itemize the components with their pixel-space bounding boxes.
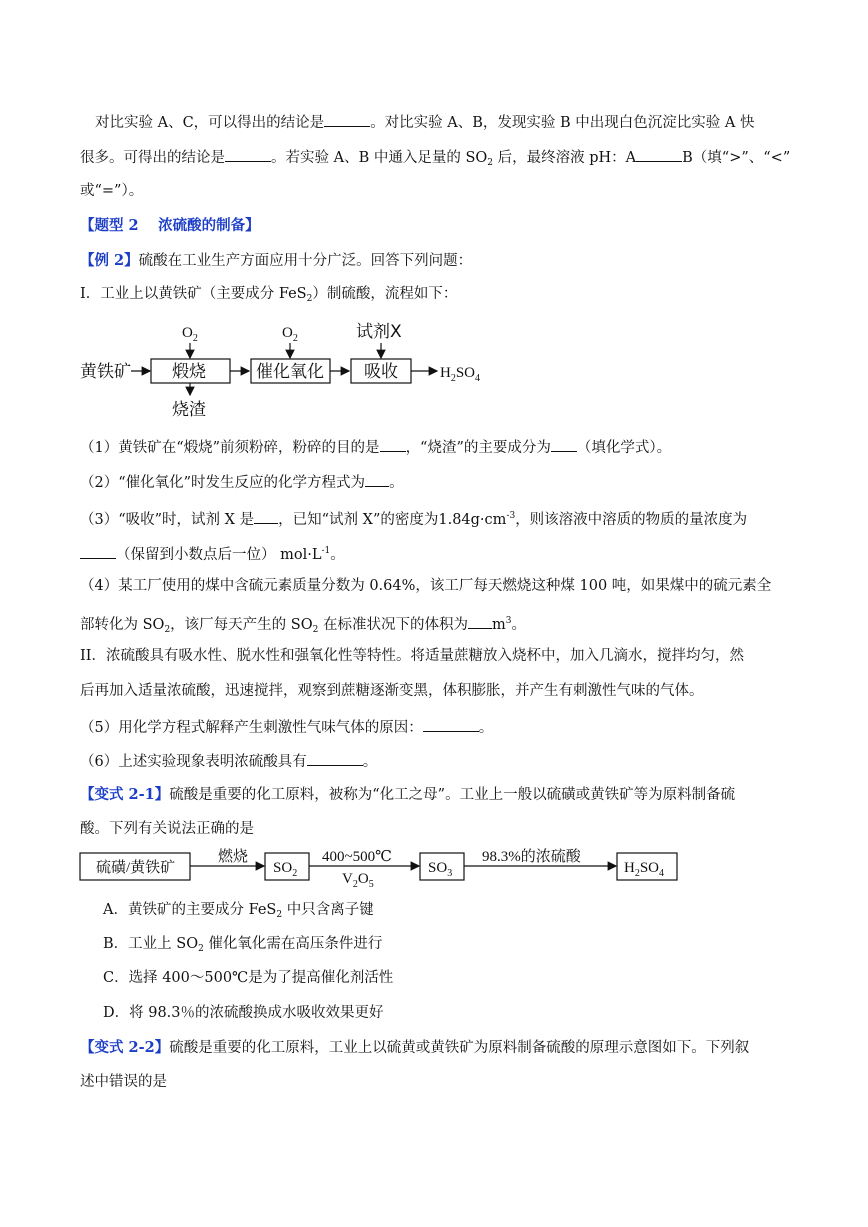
text: 中只含离子键: [282, 902, 374, 918]
question-4: （4）某工厂使用的煤中含硫元素质量分数为 0.64%，该工厂每天燃烧这种煤 100 吨，如果煤中的硫元素全: [80, 578, 772, 594]
question-4-cont: [80, 612, 526, 639]
text-line: [80, 285, 457, 308]
text: ，该厂每天产生的 SO: [170, 617, 313, 633]
text: 硫酸在工业生产方面应用十分广泛。回答下列问题：: [138, 253, 473, 269]
flow-diagram-1: [0, 315, 560, 425]
question-2: [80, 472, 404, 492]
superscript: -1: [321, 546, 331, 556]
answer-blank: [225, 147, 271, 162]
input-label: 黄铁矿: [80, 362, 131, 382]
subscript: 2: [487, 158, 494, 168]
reactant-label: $O_2$: [182, 325, 198, 344]
option-d: D．将 98.3％的浓硫酸换成水吸收效果更好: [103, 1005, 384, 1021]
text: 硫酸是重要的化工原料，工业上以硫黄或黄铁矿为原料制备硫酸的原理示意图如下。下列叙: [169, 1040, 750, 1056]
part-ii-line: 后再加入适量浓硫酸，迅速搅拌，观察到蔗糖逐渐变黑，体积膨胀，并产生有刺激性气味的气体。: [80, 683, 704, 699]
text: I．工业上以黄铁矿（主要成分 FeS: [80, 286, 307, 302]
box-label: $SO_2$: [273, 860, 298, 879]
text: 。对比实验 A、B，发现实验 B 中出现白色沉淀比实验 A 快: [370, 115, 755, 131]
text: 。若实验 A、B 中通入足量的 SO: [271, 150, 488, 166]
variant-tag: 【变式 2-2】: [80, 1039, 170, 1056]
subscript: 2: [306, 294, 313, 304]
unit: m: [491, 617, 506, 633]
reagent-label: 试剂X: [356, 322, 402, 342]
arrow-label-top: 400~500℃: [322, 849, 392, 865]
text: 硫酸是重要的化工原料，被称为“化工之母”。工业上一般以硫磺或黄铁矿等为原料制备硫: [169, 787, 736, 803]
question-6: [80, 751, 377, 771]
answer-blank: [307, 751, 363, 766]
text-line: [95, 112, 755, 132]
question-1: [80, 437, 671, 457]
question-3: [80, 507, 747, 529]
text: ，“烧渣”的主要成分为: [405, 440, 551, 456]
density-value: 1.84g·cm: [438, 512, 507, 528]
text: 对比实验 A、C，可以得出的结论是: [95, 115, 325, 131]
variant-line: [80, 1039, 749, 1057]
text: （填化学式）。: [576, 440, 672, 456]
answer-blank: [365, 472, 389, 487]
text: （6）上述实验现象表明浓硫酸具有: [80, 754, 307, 770]
question-5: [80, 717, 493, 737]
box-label: $SO_3$: [428, 860, 453, 879]
text: （3）“吸收”时，试剂 X 是: [80, 512, 255, 528]
product-label: $H_2SO_4$: [440, 365, 481, 384]
variant-line: 酸。下列有关说法正确的是: [80, 821, 254, 837]
answer-blank: [636, 147, 682, 162]
answer-blank: [324, 112, 370, 127]
text: （保留到小数点后一位）: [116, 547, 276, 563]
text: 。: [511, 617, 526, 633]
text: 。: [330, 547, 345, 563]
part-ii-line: II．浓硫酸具有吸水性、脱水性和强氧化性等特性。将适量蔗糖放入烧杯中，加入几滴水，搅拌均匀，然: [80, 648, 744, 664]
section-heading: 【题型 2 浓硫酸的制备】: [80, 217, 260, 234]
text: ，则该溶液中溶质的物质的量浓度为: [515, 512, 748, 528]
residue-label: 烧渣: [172, 400, 206, 420]
subscript: 2: [312, 625, 319, 635]
reactant-label: $O_2$: [282, 325, 298, 344]
text: ，已知“试剂 X”的密度为: [278, 512, 439, 528]
option-c: C．选择 400～500℃是为了提高催化剂活性: [103, 970, 394, 986]
text: B．工业上 SO: [103, 936, 199, 952]
box-label: $H_2SO_4$: [624, 860, 665, 879]
text: （5）用化学方程式解释产生刺激性气味气体的原因：: [80, 720, 423, 736]
step-label: 催化氧化: [256, 362, 324, 382]
subscript: 2: [198, 944, 204, 954]
arrow-label: 98.3%的浓硫酸: [482, 849, 581, 865]
variant-line: [80, 786, 735, 804]
answer-blank: [80, 544, 116, 559]
box-label: 硫磺/黄铁矿: [96, 860, 176, 876]
answer-blank: [380, 437, 406, 452]
subscript: 2: [164, 625, 171, 635]
answer-blank: [551, 437, 577, 452]
superscript: -3: [506, 511, 516, 521]
text: 催化氧化需在高压条件进行: [203, 936, 383, 952]
step-label: 煅烧: [172, 362, 206, 382]
step-label: 吸收: [364, 362, 398, 382]
text: 在标准状况下的体积为: [318, 617, 468, 633]
text: 。: [389, 475, 404, 491]
option-b: [103, 935, 382, 958]
example-line: [80, 252, 472, 270]
superscript: 3: [505, 616, 512, 626]
answer-blank: [423, 717, 479, 732]
text: 后，最终溶液 pH：A: [493, 150, 637, 166]
text: 部转化为 SO: [80, 617, 165, 633]
text: 很多。可得出的结论是: [80, 150, 225, 166]
example-tag: 【例 2】: [80, 252, 139, 269]
flow-diagram-2: [0, 843, 700, 891]
text: A．黄铁矿的主要成分 FeS: [103, 902, 277, 918]
question-3-cont: [80, 542, 345, 564]
variant-line: 述中错误的是: [80, 1074, 167, 1090]
arrow-label: 燃烧: [218, 849, 249, 865]
text: （2）“催化氧化”时发生反应的化学方程式为: [80, 475, 366, 491]
answer-blank: [254, 509, 278, 524]
text: 。: [478, 720, 494, 736]
text-line: [80, 147, 790, 172]
answer-blank: [468, 614, 492, 629]
text: B（填“>”、“<”: [682, 150, 791, 166]
arrow-label-bottom: $V_2O_5$: [342, 871, 374, 890]
text: 。: [362, 754, 378, 770]
subscript: 2: [276, 910, 283, 920]
text-line: 或“=”）。: [80, 183, 144, 199]
variant-tag: 【变式 2-1】: [80, 786, 170, 803]
unit: mol·L: [280, 547, 322, 563]
text: ）制硫酸，流程如下：: [312, 286, 458, 302]
option-a: [103, 901, 374, 924]
text: （1）黄铁矿在“煅烧”前须粉碎，粉碎的目的是: [80, 440, 380, 456]
